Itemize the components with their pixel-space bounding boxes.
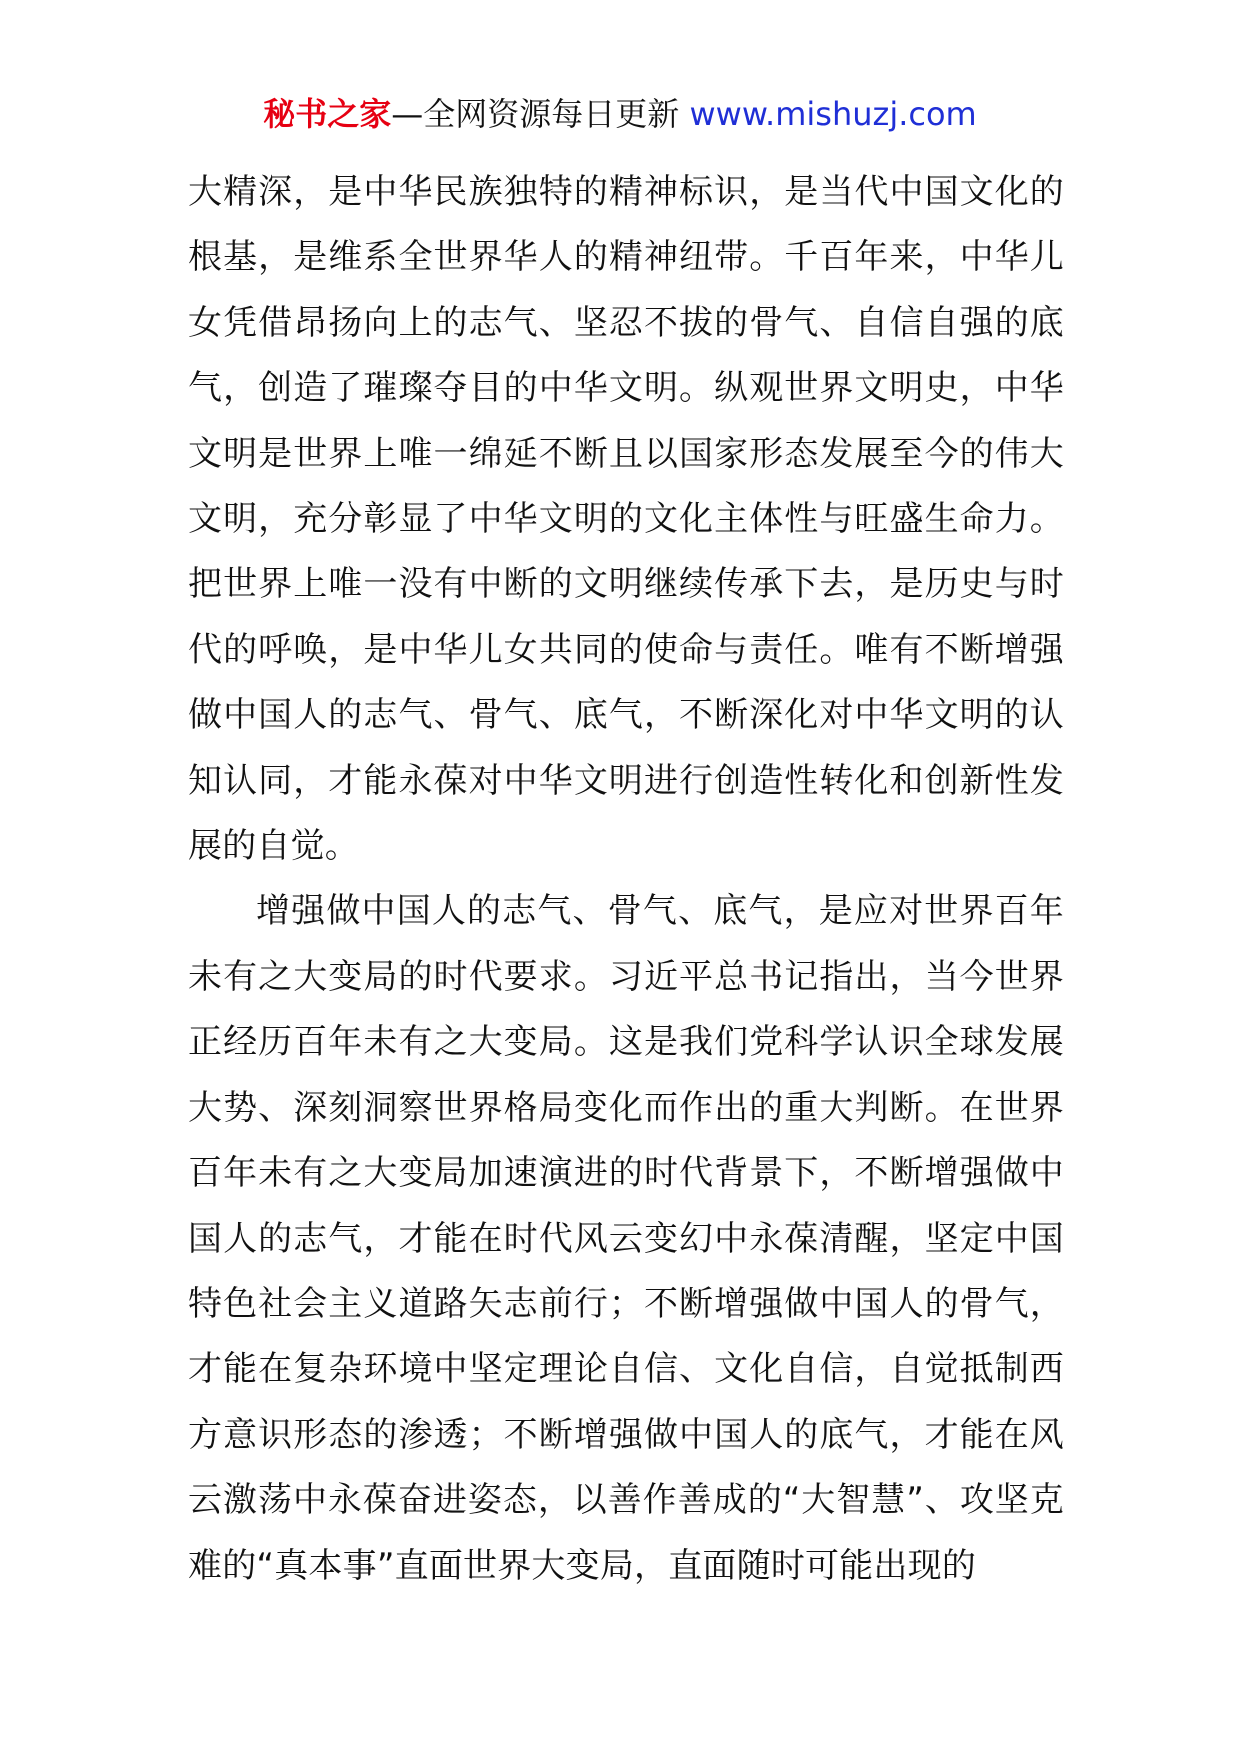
site-url-link[interactable]: www.mishuzj.com (689, 95, 977, 133)
site-header (0, 92, 1240, 136)
site-tagline: —全网资源每日更新 (391, 95, 680, 133)
paragraph: 增强做中国人的志气、骨气、底气，是应对世界百年未有之大变局的时代要求。习近平总书记指出，当今世界正经历百年未有之大变局。这是我们党科学认识全球发展大势、深刻洞察世界格局变化而作出的重大判断。在世界百年未有之大变局加速演进的时代背景下，不断增强做中国人的志气，才能在时代风云变幻中永葆清醒，坚定中国特色社会主义道路矢志前行；不断增强做中国人的骨气，才能在复杂环境中坚定理论自信、文化自信，自觉抵制西方意识形态的渗透；不断增强做中国人的底气，才能在风云激荡中永葆奋进姿态，以善作善成的“大智慧”、攻坚克难的“真本事”直面世界大变局，直面随时可能出现的 (188, 891, 1064, 1586)
document-body (188, 160, 1064, 1599)
site-brand: 秘书之家 (263, 95, 392, 133)
paragraph-continued: 大精深，是中华民族独特的精神标识，是当代中国文化的根基，是维系全世界华人的精神纽带。千百年来，中华儿女凭借昂扬向上的志气、坚忍不拔的骨气、自信自强的底气，创造了璀璨夺目的中华文明。纵观世界文明史，中华文明是世界上唯一绵延不断且以国家形态发展至今的伟大文明，充分彰显了中华文明的文化主体性与旺盛生命力。把世界上唯一没有中断的文明继续传承下去，是历史与时代的呼唤，是中华儿女共同的使命与责任。唯有不断增强做中国人的志气、骨气、底气，不断深化对中华文明的认知认同，才能永葆对中华文明进行创造性转化和创新性发展的自觉。 (188, 172, 1064, 867)
